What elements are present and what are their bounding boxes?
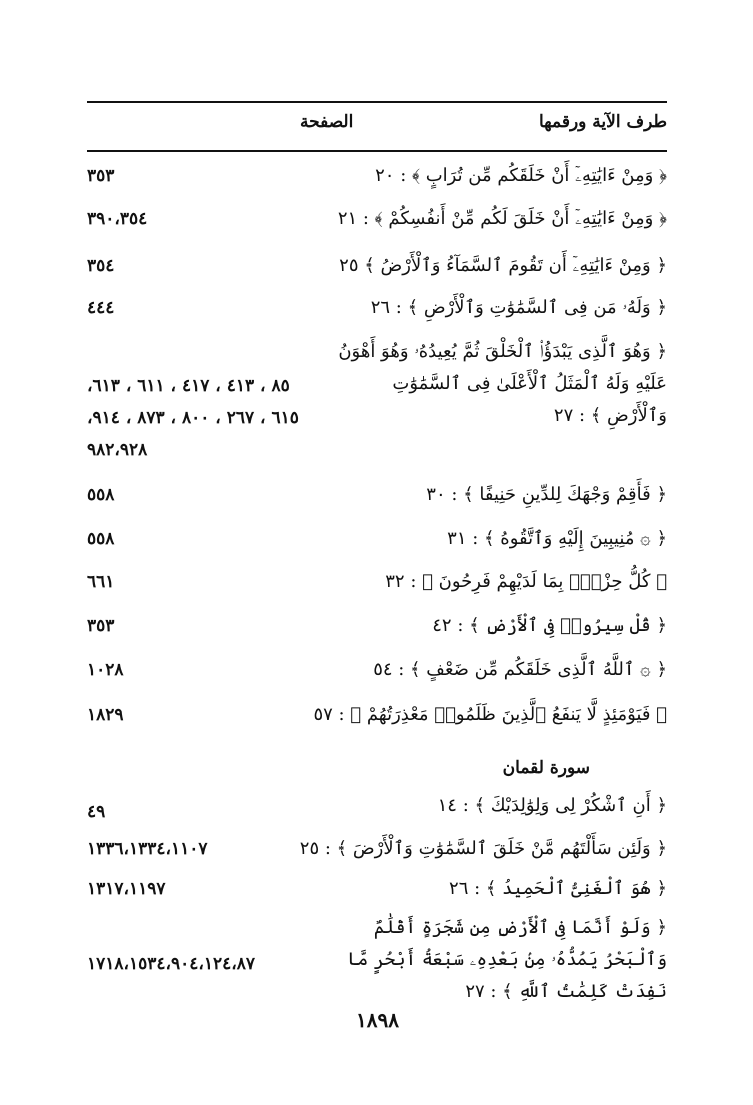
- page-refs: ١٨٢٩: [87, 705, 124, 725]
- page-refs: ٣٩٠،٣٥٤: [87, 209, 148, 229]
- page-refs: ٥٥٨: [87, 529, 115, 549]
- ayah-text: ﴿ وَمِنْ ءَايَٰتِهِۦٓ أَن تَقُومَ ٱلسَّمَآءُ وَٱلْأَرْضُ ﴾ ٢٥: [339, 255, 667, 276]
- ayah-text: ﴿ قُلْ سِيرُوا۟ فِى ٱلْأَرْضِ ﴾ : ٤٢: [432, 615, 667, 636]
- ayah-text: ﴿ وَهُوَ ٱلَّذِى يَبْدَؤُا۟ ٱلْخَلْقَ ثُمَّ يُعِيدُهُۥ وَهُوَ أَهْوَنُ عَلَيْهِ وَلَهُ ٱلْمَثَلُ ٱلْأَعْلَىٰ فِى ٱلسَّمَٰوَٰتِ وَٱلْأَرْضِ ﴾ : ٢٧: [338, 341, 667, 426]
- verse-column-header: طرف الآية ورقمها: [538, 112, 667, 132]
- ayah-text: ﴿ فَأَقِمْ وَجْهَكَ لِلدِّينِ حَنِيفًا ﴾ : ٣٠: [426, 484, 667, 505]
- page-refs: ١٧١٨،١٥٣٤،٩٠٤،١٢٤،٨٧: [87, 954, 256, 974]
- header-bottom-rule: [87, 150, 667, 152]
- page-refs: ٣٥٣: [87, 616, 115, 636]
- page-refs: ٤٤٤: [87, 298, 115, 318]
- ayah-text: ﴿ وَمِنْ ءَايَٰتِهِۦٓ أَنْ خَلَقَ لَكُم مِّنْ أَنفُسِكُمْ ﴾ : ٢١: [337, 208, 667, 229]
- page-refs: ١٣١٧،١١٩٧: [87, 879, 166, 899]
- header-top-rule: [87, 101, 667, 103]
- page-refs: ٣٥٤: [87, 256, 115, 276]
- ayah-text: ﴿ ۞ ٱللَّهُ ٱلَّذِى خَلَقَكُم مِّن ضَعْفٍ ﴾ : ٥٤: [373, 659, 667, 680]
- page-refs: ٦٦١: [87, 572, 115, 592]
- page-refs: ٣٥٣: [87, 166, 115, 186]
- page-refs: ١٠٢٨: [87, 660, 124, 680]
- ayah-text: ﴿ وَلَوْ أَنَّمَا فِى ٱلْأَرْضِ مِن شَجَرَةٍ أَقْلَٰمٌ وَٱلْبَحْرُ يَمُدُّهُۥ مِنۢ بَعْدِهِۦ سَبْعَةُ أَبْحُرٍ مَّا نَفِدَتْ كَلِمَٰتُ ٱللَّهِ ﴾ : ٢٧: [347, 917, 667, 1002]
- page-refs: ١٣٣٦،١٣٣٤،١١٠٧: [87, 839, 208, 859]
- page-refs: ٥٥٨: [87, 485, 115, 505]
- ayah-text: ﴿ ۞ مُنِيبِينَ إِلَيْهِ وَٱتَّقُوهُ ﴾ : ٣١: [447, 528, 667, 549]
- ayah-text: ﴿ هُوَ ٱلْغَنِىُّ ٱلْحَمِيدُ ﴾ : ٢٦: [449, 878, 667, 899]
- ayah-text: ﴿ أَنِ ٱشْكُرْ لِى وَلِوَٰلِدَيْكَ ﴾ : ١٤: [437, 795, 667, 816]
- ayah-text: ﴿ كُلُّ حِزْبٍۭ بِمَا لَدَيْهِمْ فَرِحُونَ ﴾ : ٣٢: [385, 571, 667, 592]
- ayah-text: ﴿ وَلَهُۥ مَن فِى ٱلسَّمَٰوَٰتِ وَٱلْأَرْضِ ﴾ : ٢٦: [370, 297, 667, 318]
- page-refs: ٤٩: [87, 802, 106, 822]
- ayah-text: ﴿ وَمِنْ ءَايَٰتِهِۦٓ أَنْ خَلَقَكُم مِّن تُرَابٍ ﴾ : ٢٠: [375, 165, 667, 186]
- page-refs: ٨٥ ، ٤١٣ ، ٤١٧ ، ٦١١ ، ٦١٣، ٦١٥ ، ٢٦٧ ، ٨٠٠ ، ٨٧٣ ، ٩١٤، ٩٨٢،٩٢٨: [87, 376, 299, 460]
- ayah-text: ﴿ وَلَئِن سَأَلْتَهُم مَّنْ خَلَقَ ٱلسَّمَٰوَٰتِ وَٱلْأَرْضَ ﴾ : ٢٥: [299, 838, 667, 859]
- ayah-text: ﴿ فَيَوْمَئِذٍ لَّا يَنفَعُ ٱلَّذِينَ ظَلَمُوا۟ مَعْذِرَتُهُمْ ﴾ : ٥٧: [313, 704, 667, 725]
- surah-title: سورة لقمان: [502, 758, 590, 778]
- page-number: ١٨٩٨: [356, 1008, 399, 1032]
- page-column-header: الصفحة: [300, 112, 354, 132]
